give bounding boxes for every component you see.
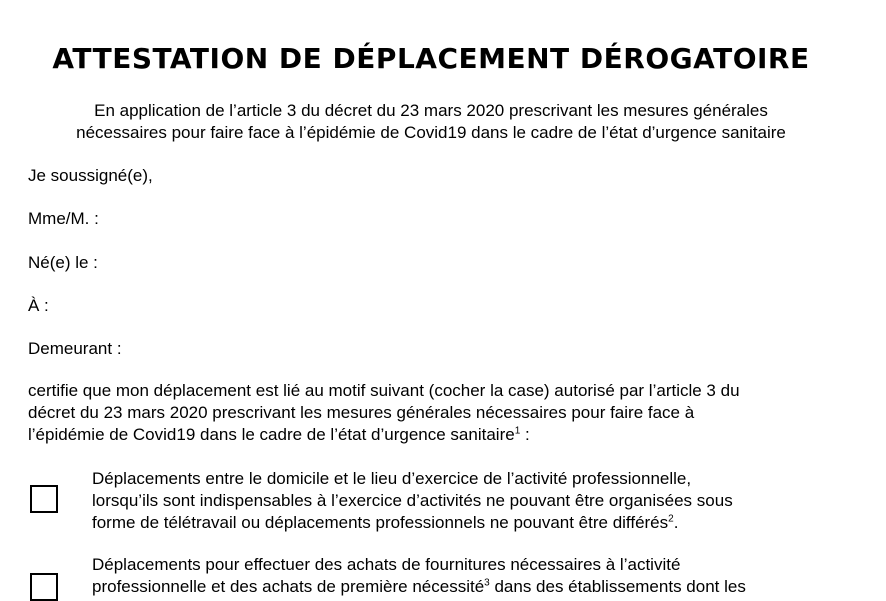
footnote-marker: 1: [514, 425, 521, 437]
certify-line: [28, 424, 858, 446]
intro-line: nécessaires pour faire face à l’épidémie de Covid19 dans le cadre de l’état d’urgence sanitaire: [76, 123, 786, 142]
certify-paragraph: [28, 380, 858, 446]
intro-paragraph: [0, 100, 862, 144]
certify-line: décret du 23 mars 2020 prescrivant les mesures générales nécessaires pour faire face à: [28, 403, 695, 422]
intro-line: En application de l’article 3 du décret du 23 mars 2020 prescrivant les mesures générales: [94, 101, 768, 120]
footnote-marker: 3: [484, 577, 490, 589]
reason-line: Déplacements pour effectuer des achats de fournitures nécessaires à l’activité: [92, 555, 681, 574]
reason-line: [92, 512, 852, 534]
reason-checkbox-work-commute[interactable]: [30, 485, 58, 513]
reason-checkbox-essential-purchases[interactable]: [30, 573, 58, 601]
address-field-label: Demeurant :: [28, 339, 122, 358]
reason-label-work-commute: [92, 468, 852, 534]
reason-line-text: professionnelle et des achats de première nécessité: [92, 577, 485, 596]
certify-line-text: l’épidémie de Covid19 dans le cadre de l’état d’urgence sanitaire: [28, 425, 515, 444]
birth-date-field-label: Né(e) le :: [28, 253, 98, 272]
document-title: ATTESTATION DE DÉPLACEMENT DÉROGATOIRE: [52, 42, 810, 75]
reason-line-end: .: [673, 513, 679, 532]
certify-line-end: :: [520, 425, 530, 444]
reason-line: Déplacements entre le domicile et le lieu d’exercice de l’activité professionnelle,: [92, 469, 692, 488]
reason-line: [92, 576, 852, 598]
birth-place-field-label: À :: [28, 296, 49, 315]
reason-line-text: forme de télétravail ou déplacements professionnels ne pouvant être différés: [92, 513, 669, 532]
certify-line: certifie que mon déplacement est lié au motif suivant (cocher la case) autorisé par l’article 3 du: [28, 381, 740, 400]
reason-line: lorsqu’ils sont indispensables à l’exercice d’activités ne pouvant être organisées sous: [92, 491, 733, 510]
undersigned-label: Je soussigné(e),: [28, 166, 153, 185]
reason-label-essential-purchases: [92, 554, 852, 598]
name-field-label: Mme/M. :: [28, 209, 99, 228]
footnote-marker: 2: [668, 513, 674, 525]
reason-line-end: dans des établissements dont les: [489, 577, 746, 596]
